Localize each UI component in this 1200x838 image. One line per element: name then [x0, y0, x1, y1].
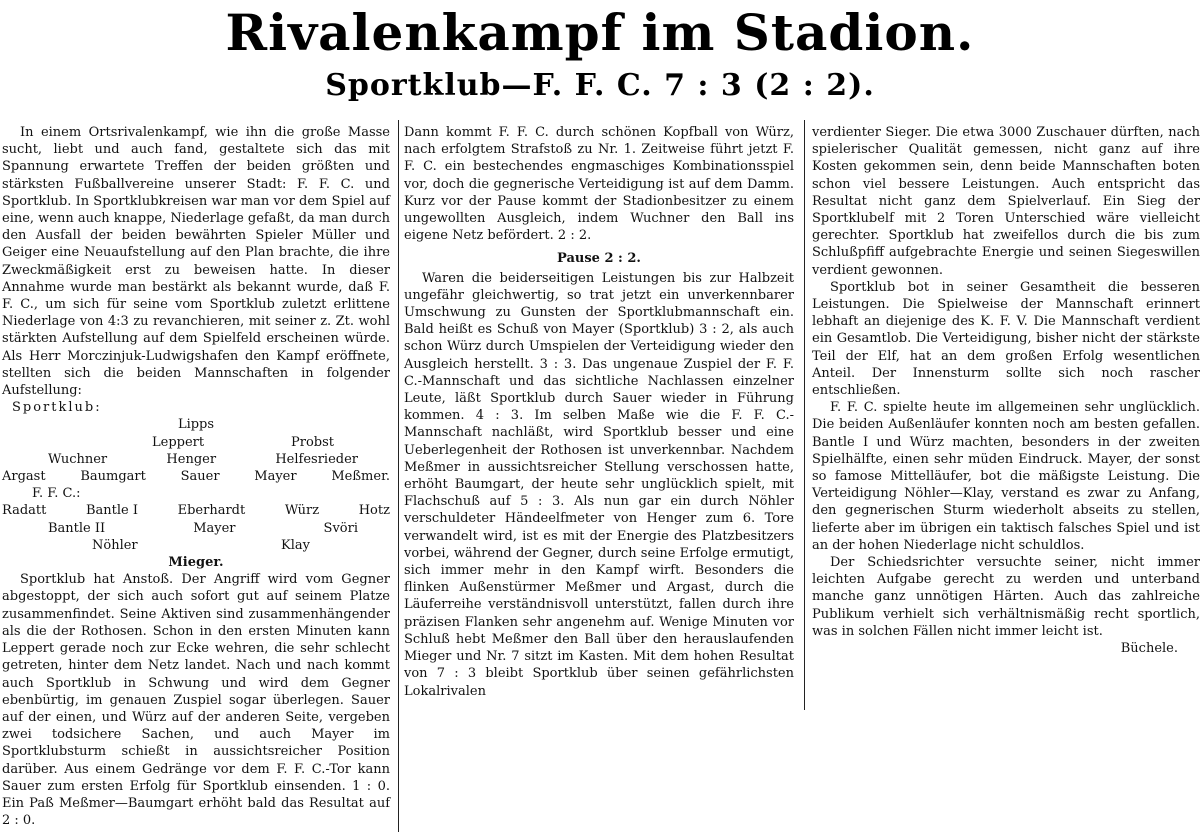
player-name: Mayer [254, 469, 297, 485]
player-name: Probst [290, 434, 334, 450]
article-column-3 [812, 124, 1200, 657]
player-name: Meßmer. [331, 469, 390, 485]
player-name: Nöhler [92, 537, 138, 553]
player-name: Radatt [2, 503, 47, 519]
lineup-sportklub-forwards [2, 468, 390, 485]
lineup-ffc-backs [2, 537, 390, 554]
paragraph-first-half: Sportklub hat Anstoß. Der Angriff wird vom Gegner abgestoppt, der sich auch sofort gut auf seinem Platze zusammenfindet. Seine Aktiven sind zusammenhängender als die der Rothosen. Schon in den ersten Minuten kann Leppert gerade noch zur Ecke wehren, die sehr schlecht getreten, hinter dem Netz landet. Nach und nach kommt auch Sportklub in Schwung und wird dem Gegner ebenbürtig, im genauen Zuspiel sogar überlegen. Sauer auf der einen, und Würz auf der anderen Seite, vergeben zwei todsichere Sachen, und auch Mayer im Sportklubsturm schießt in aussichtsreicher Position darüber. Aus einem Gedränge vor dem F. F. C.-Tor kann Sauer zum ersten Erfolg für Sportklub einsenden. 1 : 0. Ein Paß Meßmer—Baumgart erhöht bald das Resultat auf 2 : 0. [2, 572, 390, 829]
column-divider-2 [804, 120, 805, 710]
lineup-sportklub-halves [2, 451, 390, 468]
paragraph-intro: In einem Ortsrivalenkampf, wie ihn die große Masse sucht, liebt und auch fand, gestaltete sich das mit Spannung erwartete Treffen der beiden größten und stärksten Fußballvereine unserer Stadt: F. F. C. und Sportklub. In Sportklubkreisen war man vor dem Spiel auf eine, wenn auch knappe, Niederlage gefaßt, da man durch den Ausfall der beiden bewährten Spieler Müller und Geiger eine Neuaufstellung auf den Plan brachte, die ihre Zweckmäßigkeit erst zu beweisen hatte. In dieser Annahme wurde man bestärkt als bekannt wurde, daß F. F. C., um sich für seine vom Sportklub zuletzt erlittene Niederlage von 4:3 zu revanchieren, mit seiner z. Zt. wohl stärkten Aufstellung auf dem Spielfeld erscheinen würde. Als Herr Morczinjuk-Ludwigshafen den Kampf eröffnete, stellten sich die beiden Mannschaften in folgender Aufstellung: [2, 125, 391, 399]
player-name: Wuchner [48, 451, 108, 467]
player-name: Lipps [177, 417, 215, 433]
player-name: Sauer [180, 469, 220, 485]
player-name: Argast [2, 469, 46, 485]
article-subheadline: Sportklub—F. F. C. 7 : 3 (2 : 2). [325, 68, 875, 103]
player-name: Mieger. [168, 555, 224, 571]
player-name: Baumgart [80, 469, 146, 485]
lineup-ffc-forwards [2, 502, 390, 519]
lineup-sportklub-goalkeeper [2, 416, 390, 433]
player-name: Eberhardt [177, 503, 246, 519]
player-name: Würz [284, 503, 320, 519]
lineup-sportklub-backs [2, 434, 390, 451]
team-label-ffc: F. F. C.: [32, 486, 81, 502]
column-divider-1 [398, 120, 399, 832]
player-name: Svöri [323, 520, 358, 536]
player-name: Henger [166, 451, 217, 467]
lineup-ffc-goalkeeper [2, 554, 390, 571]
paragraph-verdict: verdienter Sieger. Die etwa 3000 Zuschauer dürften, nach spielerischer Qualität gemessen, nicht ganz auf ihre Kosten gekommen sein, denn beide Mannschaften boten schon viel bessere Leistungen. Auch entspricht das Resultat nicht ganz dem Spielverlauf. Ein Sieg der Sportklubelf mit 2 Toren Unterschied wäre vielleicht gerechter. Sportklub hat zweifellos durch die bis zum Schlußpfiff aufgebrachte Energie und seinen Siegeswillen verdient gewonnen. [812, 125, 1200, 278]
halftime-heading: Pause 2 : 2. [557, 251, 641, 267]
player-name: Hotz [358, 503, 390, 519]
author-signature: Büchele. [1120, 641, 1178, 657]
team-label-sportklub: Sportklub: [12, 400, 102, 416]
paragraph-equalizer: Dann kommt F. F. C. durch schönen Kopfball von Würz, nach erfolgtem Strafstoß zu Nr. 1. Zeitweise führt jetzt F. F. C. ein bestechendes engmaschiges Kombinationsspiel vor, doch die gegnerische Verteidigung ist auf dem Damm. Kurz vor der Pause kommt der Stadionbesitzer zu einem ungewollten Ausgleich, indem Wuchner den Ball ins eigene Netz befördert. 2 : 2. [404, 125, 794, 244]
player-name: Bantle I [85, 503, 138, 519]
paragraph-referee: Der Schiedsrichter versuchte seiner, nicht immer leichten Aufgabe gerecht zu werden und unterband manche ganz unnötigen Härten. Auch das zahlreiche Publikum verhielt sich verhältnismäßig recht sportlich, was in solchen Fällen nicht immer leicht ist. [812, 555, 1200, 639]
paragraph-second-half: Waren die beiderseitigen Leistungen bis zur Halbzeit ungefähr gleichwertig, so trat jetzt ein unverkennbarer Umschwung zu Gunsten der Sportklubmannschaft ein. Bald heißt es Schuß von Mayer (Sportklub) 3 : 2, als auch schon Würz durch Umspielen der Verteidigung wieder den Ausgleich herstellt. 3 : 3. Das ungenaue Zuspiel der F. F. C.-Mannschaft und das sichtliche Nachlassen einzelner Leute, läßt Sportklub durch Sauer wieder in Führung kommen. 4 : 3. Im selben Maße wie die F. F. C.-Mannschaft nachläßt, wird Sportklub besser und eine Ueberlegenheit der Rothosen ist unverkennbar. Nachdem Meßmer in aussichtsreicher Stellung verschossen hatte, erhöht Baumgart, der heute sehr unglücklich spielt, mit Flachschuß auf 5 : 3. Als nun gar ein durch Nöhler verschuldeter Händeelfmeter von Henger zum 6. Tore verwandelt wird, ist es mit der Energie des Platzbesitzers vorbei, während der Gegner, durch seine Erfolge ermutigt, sich immer mehr in den Kampf wirft. Besonders die flinken Außenstürmer Meßmer und Argast, durch die Läuferreihe verständnisvoll unterstützt, fallen durch ihre präzisen Flanken sehr angenehm auf. Wenige Minuten vor Schluß hebt Meßmer den Ball über den herauslaufenden Mieger und Nr. 7 sitzt im Kasten. Mit dem hohen Resultat von 7 : 3 bleibt Sportklub über seinen gefährlichsten Lokalrivalen [404, 270, 794, 699]
article-column-2 [404, 124, 794, 700]
player-name: Bantle II [48, 520, 106, 536]
article-headline: Rivalenkampf im Stadion. [225, 3, 975, 62]
lineup-ffc-halves [2, 520, 390, 537]
paragraph-sportklub-review: Sportklub bot in seiner Gesamtheit die besseren Leistungen. Die Spielweise der Mannschaft erinnert lebhaft an diejenige des K. F. V. Die Mannschaft verdient ein Gesamtlob. Die Verteidigung, bisher nicht der stärkste Teil der Elf, hat an dem großen Erfolg wesentlichen Anteil. Der Innensturm sollte sich noch rascher entschließen. [812, 279, 1200, 399]
paragraph-ffc-review: F. F. C. spielte heute im allgemeinen sehr unglücklich. Die beiden Außenläufer konnten noch am besten gefallen. Bantle I und Würz machten, besonders in der zweiten Spielhälfte, einen sehr müden Eindruck. Mayer, der sonst so famose Mittelläufer, bot die mäßigste Leistung. Die Verteidigung Nöhler—Klay, verstand es zwar zu Anfang, den gegnerischen Sturm wiederholt abseits zu stellen, lieferte aber im übrigen ein taktisch falsches Spiel und ist an der hohen Niederlage nicht schuldlos. [812, 400, 1200, 553]
player-name: Klay [281, 537, 310, 553]
player-name: Helfesrieder [275, 451, 358, 467]
player-name: Leppert [152, 434, 205, 450]
player-name: Mayer [193, 520, 236, 536]
article-column-1 [2, 124, 390, 829]
